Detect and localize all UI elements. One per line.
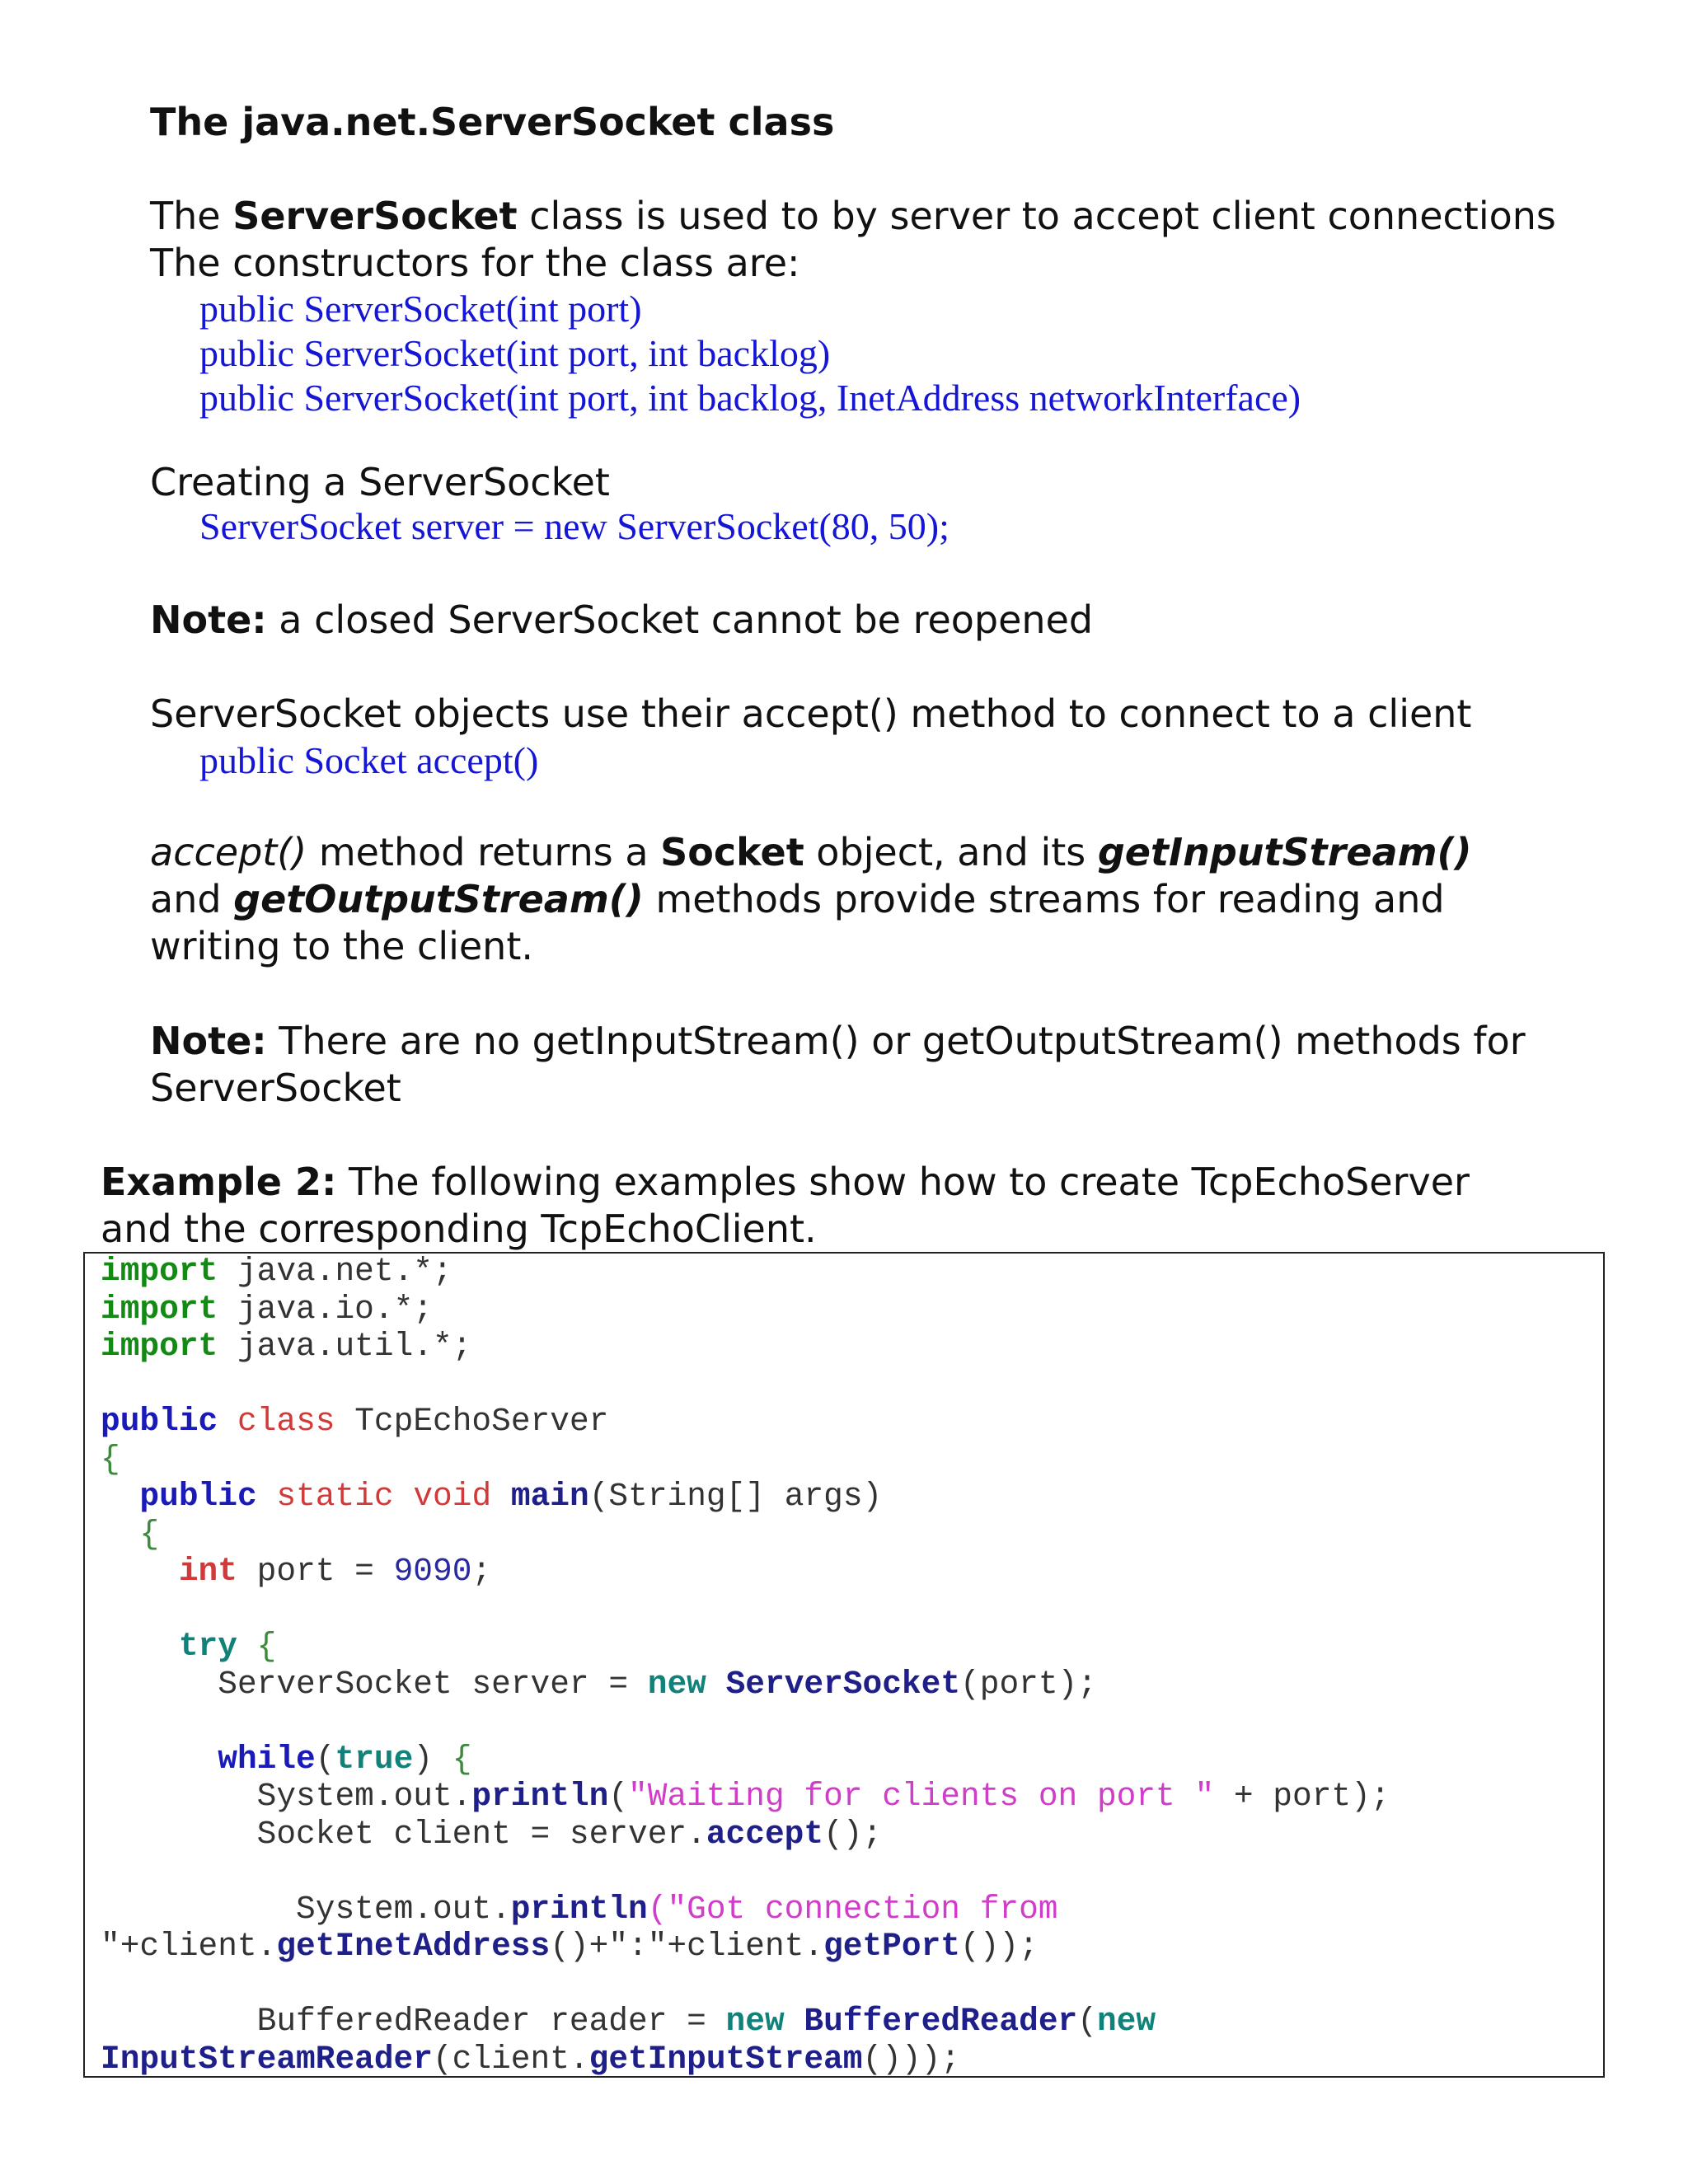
constructor-1: public ServerSocket(int port): [199, 288, 642, 330]
creating-code: ServerSocket server = new ServerSocket(80, 50);: [199, 505, 950, 547]
code-line: [101, 1366, 1390, 1404]
code-line: import java.net.*;: [101, 1253, 452, 1290]
code-line: {: [139, 1515, 160, 1553]
page-title: [150, 99, 834, 146]
code-line: try {: [178, 1628, 277, 1665]
constructor-3: public ServerSocket(int port, int backlog, InetAddress networkInterface): [199, 377, 1301, 419]
intro-paragraph: [150, 193, 1556, 287]
code-line: [101, 1966, 1390, 2004]
code-line: "+client.getInetAddress()+":"+client.getPort());: [101, 1928, 1039, 1965]
page-title-text: The java.net.ServerSocket class: [150, 100, 835, 144]
code-line: Socket client = server.accept();: [256, 1815, 883, 1853]
accept-text: ServerSocket objects use their accept() method to connect to a client: [150, 691, 1472, 736]
code-line: public class TcpEchoServer: [101, 1403, 609, 1440]
code-line: [101, 1853, 1390, 1891]
code-line: [101, 1591, 1390, 1629]
code-line: ServerSocket server = new ServerSocket(port);: [218, 1665, 1097, 1703]
example-heading: Example 2: The following examples show how to create TcpEchoServer and the corresponding TcpEchoClient.: [101, 1160, 1470, 1251]
code-line: public static void main(String[] args): [139, 1478, 883, 1515]
constructor-list: [150, 287, 1301, 420]
code-line: InputStreamReader(client.getInputStream()));: [101, 2040, 960, 2078]
serversocket-term: ServerSocket: [232, 194, 518, 238]
code-listing: [101, 1253, 1390, 2078]
code-line: import java.io.*;: [101, 1290, 433, 1328]
note-label: Note:: [150, 598, 267, 642]
creating-label: Creating a ServerSocket: [150, 460, 610, 504]
code-line: {: [101, 1440, 120, 1478]
returns-line-3: writing to the client.: [150, 924, 533, 968]
returns-line-1: accept() method returns a Socket object, and its getInputStream(): [150, 830, 1472, 874]
note-closed: Note: a closed ServerSocket cannot be reopened: [150, 598, 1094, 642]
example-label: Example 2:: [101, 1160, 337, 1204]
code-line: while(true) {: [218, 1740, 472, 1778]
note-no-streams: Note: There are no getInputStream() or getOutputStream() methods for ServerSocket: [150, 1019, 1526, 1110]
code-line: import java.util.*;: [101, 1328, 472, 1365]
code-line: System.out.println("Waiting for clients on port " + port);: [256, 1778, 1390, 1815]
code-line: [101, 1703, 1390, 1741]
code-line: System.out.println("Got connection from: [296, 1890, 1058, 1928]
note-label: Note:: [150, 1019, 267, 1063]
intro-line-2: The constructors for the class are:: [150, 241, 800, 285]
accept-signature: public Socket accept(): [199, 739, 539, 781]
code-line: int port = 9090;: [178, 1553, 492, 1590]
returns-paragraph: [150, 829, 1472, 970]
intro-line-1: The ServerSocket class is used to by server to accept client connections: [150, 194, 1556, 238]
code-line: BufferedReader reader = new BufferedReader(new: [256, 2003, 1156, 2040]
constructor-2: public ServerSocket(int port, int backlog): [199, 332, 831, 374]
returns-line-2: and getOutputStream() methods provide streams for reading and: [150, 877, 1445, 921]
